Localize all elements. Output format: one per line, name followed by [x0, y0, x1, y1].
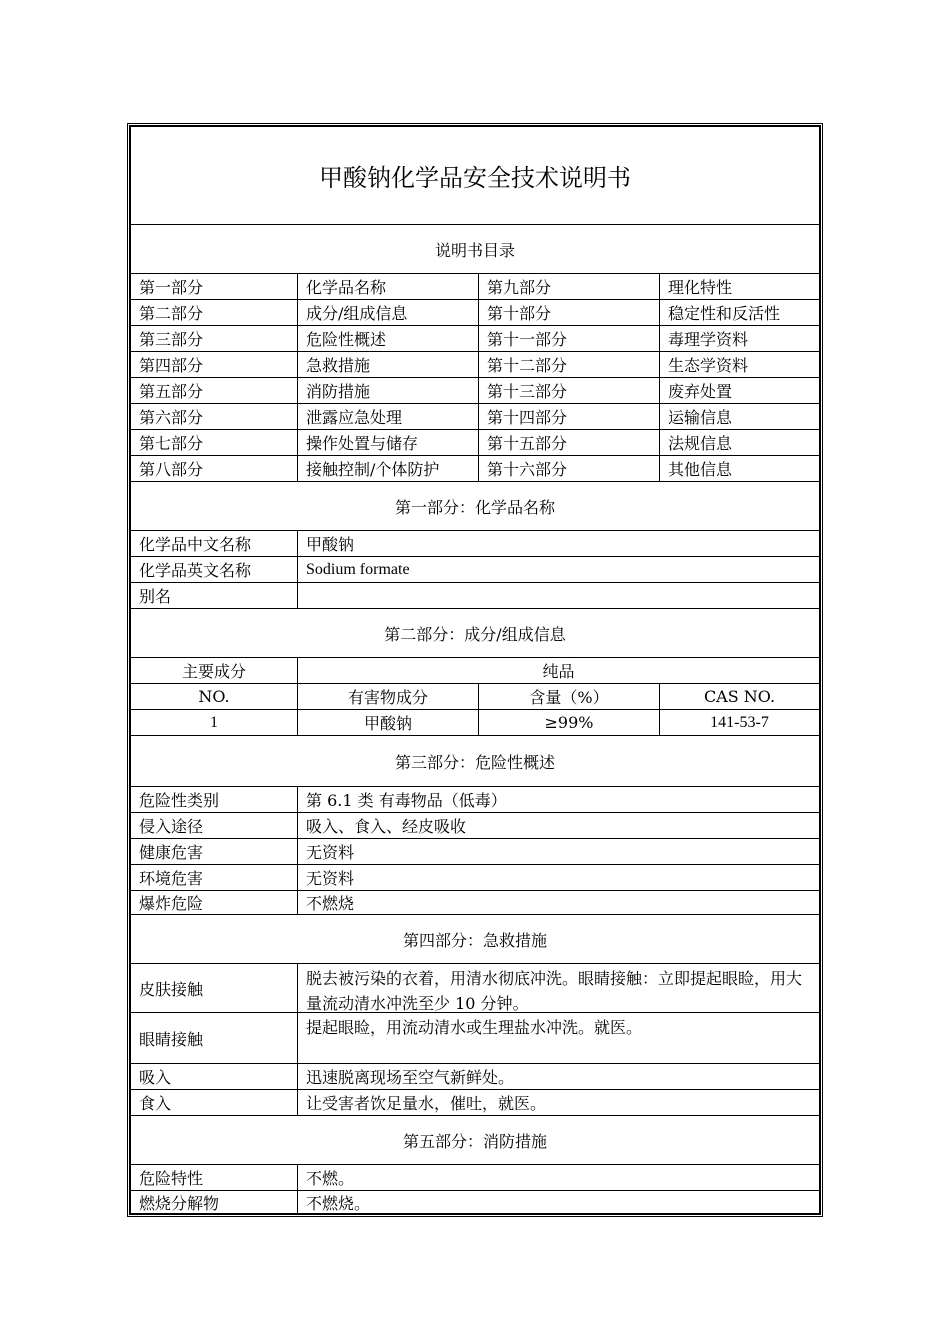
part2-heading-row [131, 609, 819, 658]
toc-heading-row [131, 225, 819, 274]
table-cell: 甲酸钠 [297, 710, 478, 735]
field-row [131, 865, 819, 891]
field-value: 甲酸钠 [297, 531, 819, 556]
toc-part: 第十部分 [478, 300, 659, 325]
field-value: 吸入、食入、经皮吸收 [297, 813, 819, 838]
toc-heading: 说明书目录 [434, 240, 515, 260]
toc-row [131, 326, 819, 352]
part4-heading: 第四部分：急救措施 [402, 930, 547, 950]
toc-section: 急救措施 [297, 352, 478, 377]
field-label: 化学品中文名称 [139, 535, 252, 554]
part1-heading: 第一部分：化学品名称 [394, 497, 555, 517]
msds-document [129, 125, 821, 1215]
composition-header-row [131, 684, 819, 710]
field-value: 迅速脱离现场至空气新鲜处。 [297, 1064, 819, 1089]
main-component-label: 主要成分 [181, 662, 246, 681]
field-label: 别名 [139, 587, 172, 606]
toc-section: 危险性概述 [297, 326, 478, 351]
field-label: 危险特性 [139, 1169, 204, 1188]
title-row [131, 127, 819, 225]
field-row [131, 557, 819, 583]
field-value: 不燃。 [297, 1165, 819, 1190]
table-cell: ≥99% [478, 710, 659, 735]
field-row [131, 1165, 819, 1191]
field-label: 眼睛接触 [139, 1029, 204, 1049]
field-row [131, 964, 819, 1013]
field-row [131, 583, 819, 609]
toc-section: 成分/组成信息 [297, 300, 478, 325]
part2-heading: 第二部分：成分/组成信息 [384, 624, 566, 644]
toc-row [131, 456, 819, 482]
toc-part: 第九部分 [478, 274, 659, 299]
part5-heading-row [131, 1116, 819, 1165]
toc-part: 第十三部分 [478, 378, 659, 403]
field-value: 无资料 [297, 839, 819, 864]
composition-row [131, 658, 819, 684]
toc-section: 法规信息 [659, 430, 819, 455]
part3-heading-row [131, 736, 819, 787]
toc-section: 操作处置与储存 [297, 430, 478, 455]
field-label: 食入 [139, 1094, 172, 1113]
toc-section: 生态学资料 [659, 352, 819, 377]
toc-section: 废弃处置 [659, 378, 819, 403]
field-row [131, 1064, 819, 1090]
toc-part: 第十四部分 [478, 404, 659, 429]
table-cell: 141-53-7 [659, 710, 819, 735]
toc-row [131, 378, 819, 404]
toc-part: 第十六部分 [478, 456, 659, 481]
field-value: 提起眼睑，用流动清水或生理盐水冲洗。就医。 [297, 1013, 819, 1063]
toc-part: 第二部分 [139, 304, 204, 323]
toc-row [131, 430, 819, 456]
field-row [131, 787, 819, 813]
document-title: 甲酸钠化学品安全技术说明书 [319, 164, 631, 192]
part3-heading: 第三部分：危险性概述 [394, 752, 555, 772]
toc-part: 第六部分 [139, 408, 204, 427]
column-header: 含量（%） [478, 684, 659, 709]
toc-part: 第七部分 [139, 434, 204, 453]
part1-heading-row [131, 482, 819, 531]
field-value: 第 6.1 类 有毒物品（低毒） [297, 787, 819, 812]
field-value: 让受害者饮足量水，催吐，就医。 [297, 1090, 819, 1115]
toc-section: 泄露应急处理 [297, 404, 478, 429]
toc-part: 第五部分 [139, 382, 204, 401]
column-header: NO. [198, 687, 230, 706]
toc-row [131, 404, 819, 430]
field-value: 不燃烧。 [297, 1191, 819, 1213]
field-value: Sodium formate [297, 557, 819, 582]
field-value [297, 583, 819, 608]
toc-section: 稳定性和反活性 [659, 300, 819, 325]
toc-part: 第三部分 [139, 330, 204, 349]
toc-section: 理化特性 [659, 274, 819, 299]
toc-part: 第十一部分 [478, 326, 659, 351]
field-row [131, 839, 819, 865]
field-row [131, 891, 819, 915]
toc-row [131, 300, 819, 326]
toc-part: 第十五部分 [478, 430, 659, 455]
toc-section: 化学品名称 [297, 274, 478, 299]
table-row [131, 710, 819, 736]
field-label: 吸入 [139, 1068, 172, 1087]
field-label: 侵入途径 [139, 817, 204, 836]
column-header: CAS NO. [659, 684, 819, 709]
part5-heading: 第五部分：消防措施 [402, 1131, 547, 1151]
toc-row [131, 274, 819, 300]
main-component-value: 纯品 [297, 658, 819, 683]
field-label: 皮肤接触 [139, 979, 204, 999]
field-value: 不燃烧 [297, 891, 819, 914]
column-header: 有害物成分 [297, 684, 478, 709]
field-row [131, 1013, 819, 1064]
field-label: 危险性类别 [139, 791, 220, 810]
toc-part: 第十二部分 [478, 352, 659, 377]
field-label: 爆炸危险 [139, 894, 204, 913]
toc-part: 第八部分 [139, 460, 204, 479]
field-label: 健康危害 [139, 843, 204, 862]
field-row [131, 1191, 819, 1213]
field-row [131, 1090, 819, 1116]
field-label: 化学品英文名称 [139, 561, 252, 580]
field-value: 脱去被污染的衣着，用清水彻底冲洗。眼睛接触：立即提起眼睑，用大量流动清水冲洗至少 10 分钟。 [297, 964, 819, 1012]
toc-section: 接触控制/个体防护 [297, 456, 478, 481]
toc-section: 其他信息 [659, 456, 819, 481]
field-row [131, 813, 819, 839]
toc-section: 运输信息 [659, 404, 819, 429]
toc-section: 消防措施 [297, 378, 478, 403]
toc-row [131, 352, 819, 378]
toc-part: 第一部分 [139, 278, 204, 297]
field-label: 燃烧分解物 [139, 1193, 220, 1213]
table-cell: 1 [210, 713, 218, 731]
field-label: 环境危害 [139, 869, 204, 888]
toc-section: 毒理学资料 [659, 326, 819, 351]
field-value: 无资料 [297, 865, 819, 890]
field-row [131, 531, 819, 557]
part4-heading-row [131, 915, 819, 964]
toc-part: 第四部分 [139, 356, 204, 375]
